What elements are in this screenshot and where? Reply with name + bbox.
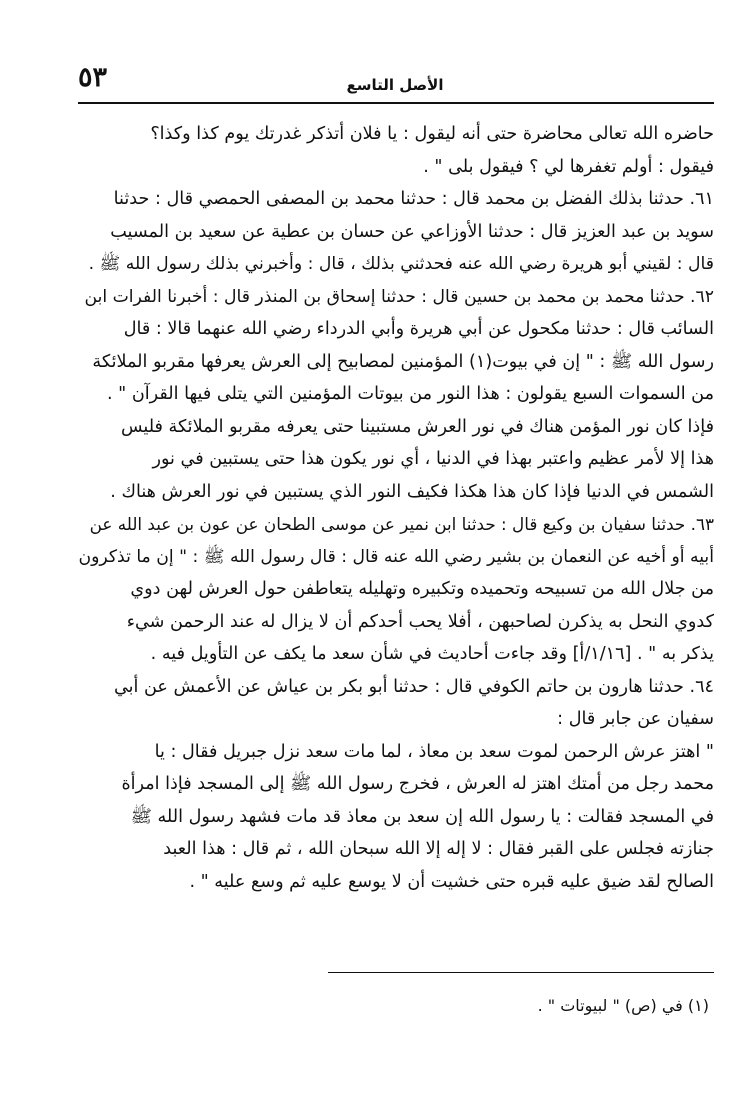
text-line: من السموات السبع يقولون : هذا النور من بيوتات المؤمنين التي يتلى فيها القرآن " . — [106, 384, 714, 404]
text-line: كدوي النحل به يذكرن لصاحبهن ، أفلا يحب أحدكم أن لا يزال له عند الرحمن شيء — [126, 611, 714, 632]
text-line: الصالح لقد ضيق عليه قبره حتى خشيت أن لا يوسع عليه ثم وسع عليه " . — [189, 871, 714, 892]
header-divider — [78, 102, 714, 104]
text-line: " اهتز عرش الرحمن لموت سعد بن معاذ ، لما مات سعد نزل جبريل فقال : يا — [154, 741, 714, 762]
hadith-64-line: ٦٤. حدثنا هارون بن حاتم الكوفي قال : حدثنا أبو بكر بن عياش عن الأعمش عن أبي — [113, 676, 714, 697]
footnote: (١) في (ص) " لبيوتات " . — [537, 996, 709, 1015]
text-line: السائب قال : حدثنا مكحول عن أبي هريرة وأبي الدرداء رضي الله عنهما قالا : قال — [123, 319, 714, 339]
text-line: سويد بن عبد العزيز قال : حدثنا الأوزاعي عن حسان بن عطية عن سعيد بن المسيب — [110, 221, 714, 242]
text-line: جنازته فجلس على القبر فقال : لا إله إلا الله سبحان الله ، ثم قال : هذا العبد — [163, 839, 714, 859]
text-line: من جلال الله من تسبيحه وتحميده وتكبيره وتهليله يتعاطفن حول العرش لهن دوي — [130, 579, 714, 599]
text-line: قال : لقيني أبو هريرة رضي الله عنه فحدثني بذلك ، قال : وأخبرني بذلك رسول الله ﷺ . — [88, 254, 714, 274]
text-line: هذا إلا لأمر عظيم واعتبر بهذا في الدنيا ، أي نور يكون هذا حتى يستبين في نور — [152, 449, 714, 469]
text-line: حاضره الله تعالى محاضرة حتى أنه ليقول : يا فلان أتذكر غدرتك يوم كذا وكذا؟ — [150, 124, 714, 144]
footnote-divider — [328, 972, 714, 973]
text-line: في المسجد فقالت : يا رسول الله إن سعد بن معاذ قد مات فشهد رسول الله ﷺ — [130, 806, 714, 827]
hadith-63-line: ٦٣. حدثنا سفيان بن وكيع قال : حدثنا ابن نمير عن موسى الطحان عن عون بن عبد الله عن — [89, 514, 714, 534]
text-line: أبيه أو أخيه عن النعمان بن بشير رضي الله عنه قال : قال رسول الله ﷺ : " إن ما تذكرون — [78, 546, 714, 567]
hadith-62-line: ٦٢. حدثنا محمد بن محمد بن حسين قال : حدثنا إسحاق بن المنذر قال : أخبرنا الفرات ابن — [84, 286, 714, 307]
text-line: رسول الله ﷺ : " إن في بيوت(١) المؤمنين لمصابيح إلى العرش يعرفها مقربو الملائكة — [92, 351, 714, 372]
page-header — [78, 62, 712, 100]
body-text — [78, 118, 714, 898]
text-line: فإذا كان نور المؤمن هناك في نور العرش مستبينا حتى يعرفه مقربو الملائكة فليس — [120, 416, 714, 437]
text-line: محمد رجل من أمتك اهتز له العرش ، فخرج رسول الله ﷺ إلى المسجد فإذا امرأة — [121, 774, 714, 794]
page-number: ٥٣ — [78, 62, 108, 93]
text-line: الشمس في الدنيا فإذا كان هذا هكذا فكيف النور الذي يستبين في نور العرش هناك . — [110, 481, 714, 502]
text-line: فيقول : أولم تغفرها لي ؟ فيقول بلى " . — [423, 156, 714, 177]
running-title: الأصل التاسع — [346, 76, 444, 94]
hadith-61-line: ٦١. حدثنا بذلك الفضل بن محمد قال : حدثنا محمد بن المصفى الحمصي قال : حدثنا — [113, 189, 714, 209]
text-line: سفيان عن جابر قال : — [557, 709, 714, 729]
text-line: يذكر به " . [١/١٦/أ] وقد جاءت أحاديث في شأن سعد ما يكف عن التأويل فيه . — [150, 644, 714, 664]
